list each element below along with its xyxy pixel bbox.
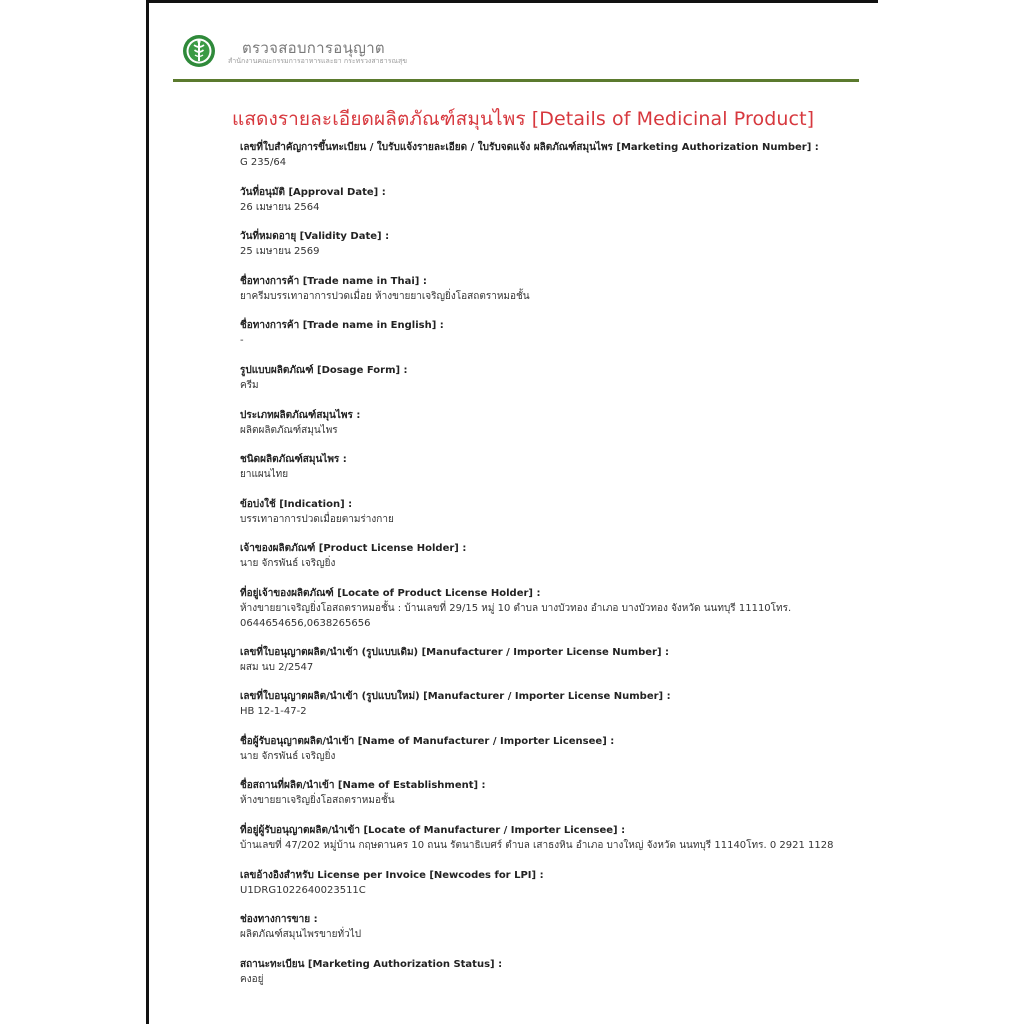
site-title[interactable]: ตรวจสอบการอนุญาต — [242, 39, 385, 57]
field-value: ห้างขายยาเจริญยิ่งโอสถตราหมอชั้น : บ้านเลขที่ 29/15 หมู่ 10 ตำบล บางบัวทอง อำเภอ บางบัวทอง จังหวัด นนทบุรี 11110โทร. 0644654656,0638265656 — [240, 602, 792, 629]
field-label: เลขอ้างอิงสำหรับ License per Invoice [Newcodes for LPI] : — [240, 869, 544, 881]
page-edge-left — [146, 0, 149, 1024]
field-label: ที่อยู่ผู้รับอนุญาตผลิต/นำเข้า [Locate of Manufacturer / Importer Licensee] : — [240, 824, 626, 836]
left-margin — [0, 0, 148, 1024]
field-value: บ้านเลขที่ 47/202 หมู่บ้าน กฤษดานคร 10 ถนน รัตนาธิเบศร์ ตำบล เสาธงหิน อำเภอ บางใหญ่ จังหวัด นนทบุรี 11140โทร. 0 2921 1128 — [240, 839, 834, 851]
field-label: เลขที่ใบอนุญาตผลิต/นำเข้า (รูปแบบเดิม) [Manufacturer / Importer License Number] : — [240, 646, 670, 658]
detail-field — [240, 690, 860, 735]
detail-field — [240, 453, 860, 498]
field-label: วันที่หมดอายุ [Validity Date] : — [240, 231, 390, 243]
detail-field — [240, 735, 860, 780]
field-label: วันที่อนุมัติ [Approval Date] : — [240, 186, 386, 198]
page-edge-top — [146, 0, 878, 3]
detail-field — [240, 275, 860, 320]
detail-field — [240, 587, 860, 646]
detail-field — [240, 779, 860, 824]
detail-field — [240, 646, 860, 691]
field-label: ชื่อสถานที่ผลิต/นำเข้า [Name of Establishment] : — [240, 780, 486, 792]
detail-field — [240, 409, 860, 454]
detail-field — [240, 186, 860, 231]
field-label: ข้อบ่งใช้ [Indication] : — [240, 498, 353, 510]
field-value: G 235/64 — [240, 157, 287, 168]
field-label: ประเภทผลิตภัณฑ์สมุนไพร : — [240, 409, 361, 421]
detail-field — [240, 141, 860, 186]
field-value: นาย จักรพันธ์ เจริญยิ่ง — [240, 558, 336, 570]
detail-field — [240, 319, 860, 364]
detail-field — [240, 498, 860, 543]
detail-field — [240, 364, 860, 409]
field-label: เลขที่ใบสำคัญการขึ้นทะเบียน / ใบรับแจ้งรายละเอียด / ใบรับจดแจ้ง ผลิตภัณฑ์สมุนไพร [Marketing Authorization Number] : — [240, 142, 819, 153]
detail-field — [240, 230, 860, 275]
detail-field — [240, 958, 860, 1003]
field-value: ห้างขายยาเจริญยิ่งโอสถตราหมอชั้น — [240, 795, 395, 807]
field-label: สถานะทะเบียน [Marketing Authorization Status] : — [240, 958, 503, 970]
field-value: ยาครีมบรรเทาอาการปวดเมื่อย ห้างขายยาเจริญยิ่งโอสถตราหมอชั้น — [240, 290, 530, 302]
field-value: คงอยู่ — [240, 973, 264, 985]
field-value: ผลิตผลิตภัณฑ์สมุนไพร — [240, 424, 338, 436]
field-value: ครีม — [240, 379, 259, 391]
detail-field — [240, 824, 860, 869]
header-divider — [173, 79, 859, 82]
field-label: ชนิดผลิตภัณฑ์สมุนไพร : — [240, 454, 347, 466]
field-value: 25 เมษายน 2569 — [240, 246, 320, 258]
field-label: ชื่อผู้รับอนุญาตผลิต/นำเข้า [Name of Manufacturer / Importer Licensee] : — [240, 735, 615, 747]
field-label: เจ้าของผลิตภัณฑ์ [Product License Holder] : — [240, 543, 467, 555]
field-label: ที่อยู่เจ้าของผลิตภัณฑ์ [Locate of Product License Holder] : — [240, 587, 541, 599]
field-value: ผลิตภัณฑ์สมุนไพรขายทั่วไป — [240, 929, 362, 941]
product-details-list — [240, 141, 860, 1002]
field-value: นาย จักรพันธ์ เจริญยิ่ง — [240, 750, 336, 762]
field-label: ชื่อทางการค้า [Trade name in Thai] : — [240, 275, 427, 287]
detail-field — [240, 542, 860, 587]
field-value: ผสม นบ 2/2547 — [240, 661, 314, 673]
field-label: เลขที่ใบอนุญาตผลิต/นำเข้า (รูปแบบใหม่) [Manufacturer / Importer License Number] : — [240, 691, 671, 703]
field-label: รูปแบบผลิตภัณฑ์ [Dosage Form] : — [240, 364, 408, 376]
page-title: แสดงรายละเอียดผลิตภัณฑ์สมุนไพร [Details of Medicinal Product] — [232, 108, 815, 130]
field-value: - — [240, 335, 244, 347]
site-subtitle: สำนักงานคณะกรรมการอาหารและยา กระทรวงสาธารณสุข — [228, 57, 408, 65]
field-value: HB 12-1-47-2 — [240, 706, 307, 718]
field-value: บรรเทาอาการปวดเมื่อยตามร่างกาย — [240, 513, 394, 525]
detail-field — [240, 913, 860, 958]
fda-thailand-seal-icon[interactable] — [182, 34, 216, 68]
detail-field — [240, 869, 860, 914]
field-label: ชื่อทางการค้า [Trade name in English] : — [240, 320, 444, 332]
field-value: ยาแผนไทย — [240, 469, 289, 481]
field-value: 26 เมษายน 2564 — [240, 201, 320, 213]
field-value: U1DRG1022640023511C — [240, 884, 366, 896]
site-header — [172, 28, 862, 80]
field-label: ช่องทางการขาย : — [240, 914, 318, 926]
